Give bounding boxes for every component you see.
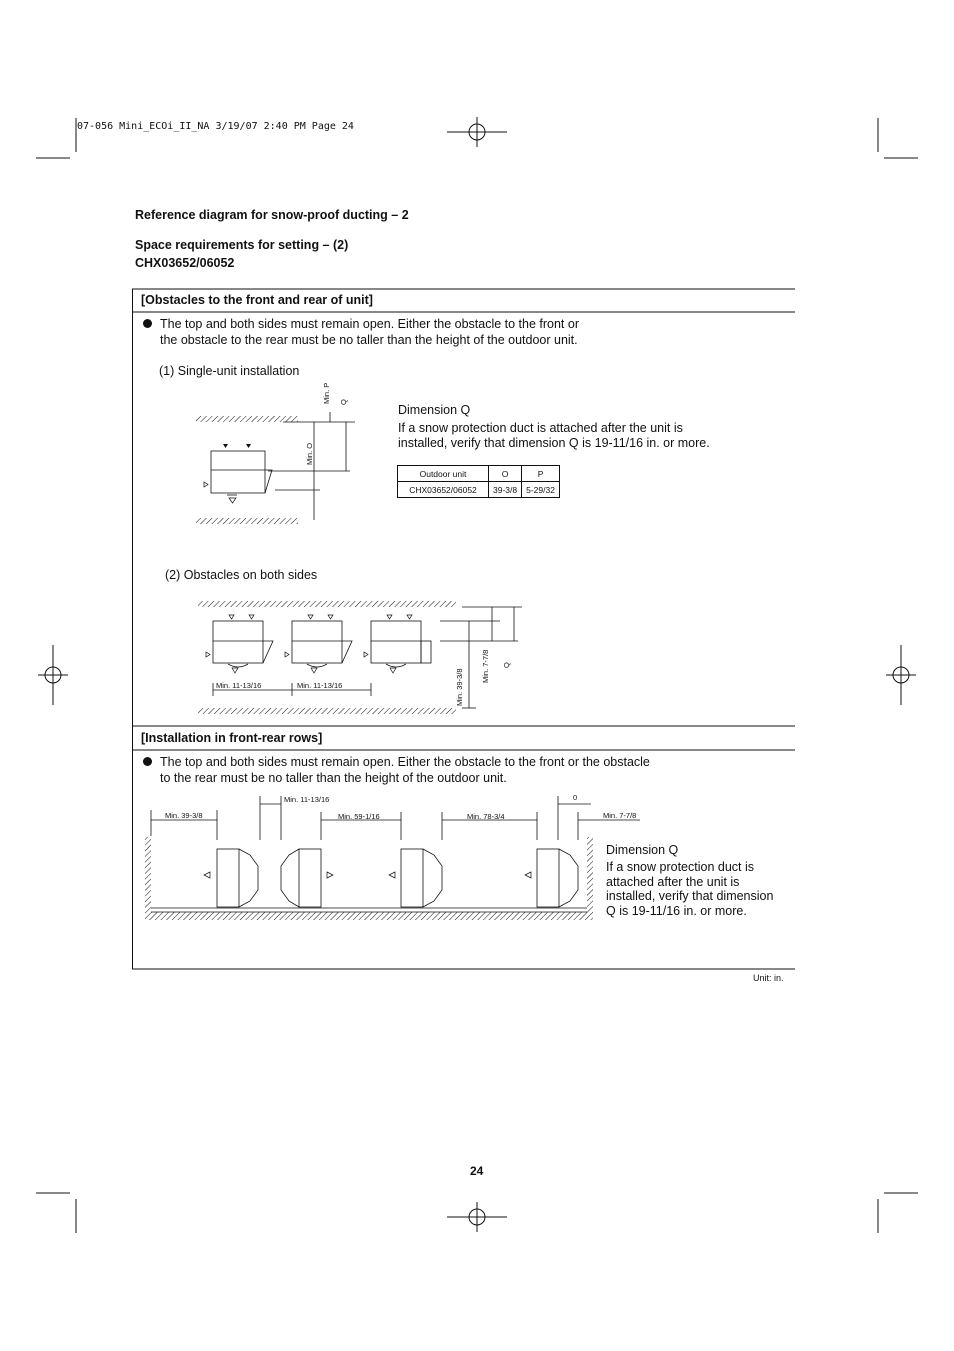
- print-header: 07-056 Mini_ECOi_II_NA 3/19/07 2:40 PM Page 24: [77, 121, 354, 132]
- row-dim-6: Min. 7-7/8: [603, 811, 637, 820]
- row-dim-3: Min. 59-1/16: [338, 812, 380, 821]
- table-cell: 5-29/32: [522, 482, 560, 498]
- rows-dimension-q-line: If a snow protection duct is: [606, 860, 754, 874]
- dim-gap-2: Min. 11-13/16: [297, 681, 343, 690]
- single-unit-label: (1) Single-unit installation: [159, 364, 300, 378]
- rows-dimension-q-title: Dimension Q: [606, 843, 679, 857]
- dim-q-2: Q: [502, 662, 511, 668]
- section-heading-rows: [Installation in front-rear rows]: [141, 731, 323, 745]
- section1-bullet-line2: the obstacle to the rear must be no taller than the height of the outdoor unit.: [160, 333, 578, 347]
- page-title: Reference diagram for snow-proof ducting – 2: [135, 208, 409, 222]
- page-number: 24: [470, 1164, 484, 1178]
- rows-dimension-q-line: Q is 19-11/16 in. or more.: [606, 903, 747, 918]
- both-sides-label: (2) Obstacles on both sides: [165, 568, 318, 582]
- table-cell: 39-3/8: [489, 482, 522, 498]
- section2-bullet-line2: to the rear must be no taller than the height of the outdoor unit.: [160, 771, 507, 785]
- table-header: P: [522, 466, 560, 482]
- table-header: O: [489, 466, 522, 482]
- rows-dimension-q-line: installed, verify that dimension: [606, 889, 774, 903]
- section-subtitle: Space requirements for setting – (2): [135, 238, 349, 252]
- dimension-q-line1: If a snow protection duct is attached after the unit is: [398, 421, 683, 435]
- row-dim-5: 0: [573, 793, 578, 802]
- dim-min-p: Min. P: [322, 382, 331, 404]
- dimension-q-line2: installed, verify that dimension Q is 19-11/16 in. or more.: [398, 436, 710, 450]
- section-heading-obstacles: [Obstacles to the front and rear of unit]: [141, 293, 373, 307]
- dim-gap-1: Min. 11-13/16: [216, 681, 262, 690]
- row-dim-1: Min. 39-3/8: [165, 811, 203, 820]
- model-number: CHX03652/06052: [135, 256, 235, 270]
- row-dim-4: Min. 78-3/4: [467, 812, 505, 821]
- dim-top: Min. 7-7/8: [481, 649, 490, 683]
- unit-note: Unit: in.: [753, 973, 784, 983]
- rows-dimension-q-line: attached after the unit is: [606, 874, 740, 889]
- section2-bullet-line1: The top and both sides must remain open. Either the obstacle to the front or the obstacle: [160, 755, 650, 769]
- dim-rear: Min. 39-3/8: [455, 668, 464, 706]
- rows-dimension-q-text: [606, 860, 773, 918]
- row-dim-2: Min. 11-13/16: [284, 795, 330, 804]
- dim-min-o: Min. O: [305, 442, 314, 465]
- table-header: Outdoor unit: [398, 466, 489, 482]
- section1-bullet-line1: The top and both sides must remain open. Either the obstacle to the front or: [160, 317, 579, 331]
- dim-q: Q: [339, 399, 348, 405]
- dimension-q-title: Dimension Q: [398, 403, 471, 417]
- table-cell: CHX03652/06052: [398, 482, 489, 498]
